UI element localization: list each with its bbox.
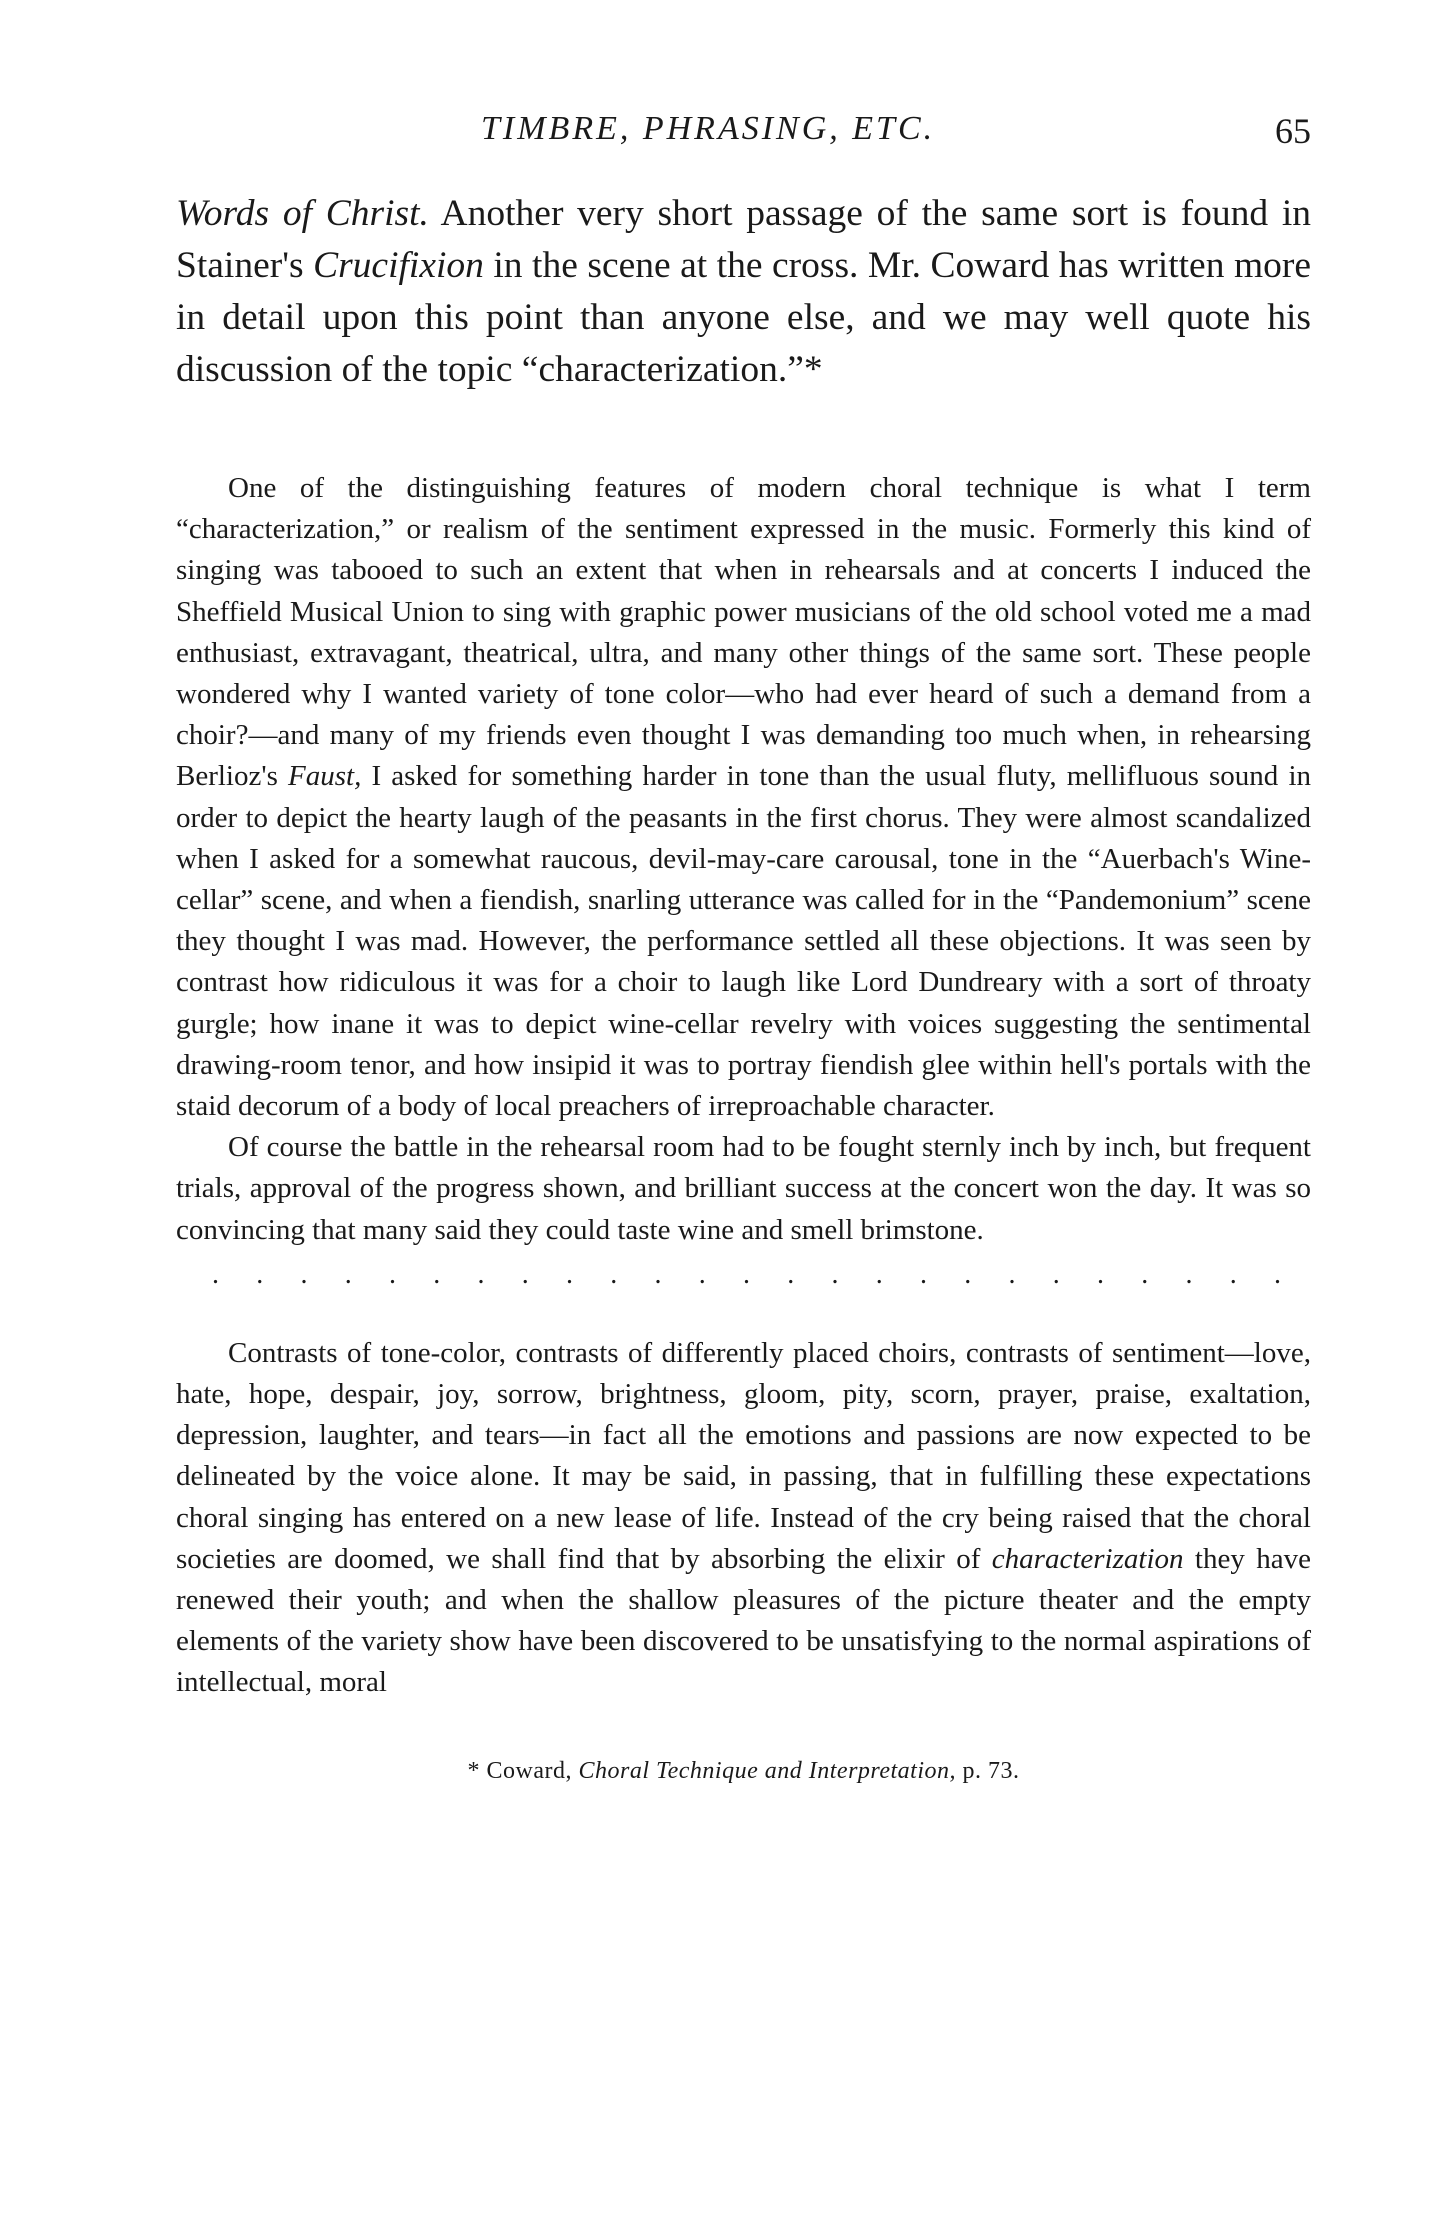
quote-2-paragraph	[176, 1333, 1311, 1704]
quote-p1-a: One of the distinguishing features of modern choral technique is what I term “characterization,” or realism of the sentiment expressed in the music. Formerly this kind of singing was tabooed to such an extent that when in rehearsals and at concerts I induced the Sheffield Musical Union to sing with graphic power musicians of the old school voted me a mad enthusiast, extravagant, theatrical, ultra, and many other things of the same sort. These people wondered why I wanted variety of tone color—who had ever heard of such a demand from a choir?—and many of my friends even thought I was demanding too much when, in rehearsing Berlioz's	[176, 472, 1311, 793]
ellipsis-dots: . . . . . . . . . . . . . . . . . . . . . . . . .	[212, 1258, 1281, 1290]
running-title: TIMBRE, PHRASING, ETC.	[481, 110, 936, 147]
footnote-page-ref: p. 73.	[962, 1757, 1020, 1784]
intro-paragraph	[176, 188, 1311, 396]
quote-2-italic: characterization	[991, 1542, 1184, 1575]
book-page	[176, 110, 1311, 1785]
quote-paragraph-1	[176, 468, 1311, 1127]
page-number: 65	[1275, 111, 1311, 151]
intro-text-1: Another very short passage of the same sort is found in Stainer's	[176, 193, 1312, 286]
footnote-marker: * Coward,	[467, 1757, 572, 1784]
block-quote-2	[176, 1333, 1311, 1704]
footnote	[176, 1758, 1311, 1785]
intro-italic-work: Crucifixion	[313, 245, 484, 286]
running-head	[176, 110, 1311, 162]
block-quote-1	[176, 468, 1311, 1251]
footnote-title: Choral Technique and Interpretation,	[578, 1757, 957, 1784]
quote-p1-italic: Faust,	[288, 760, 362, 793]
quote-2-text-b: they have renewed their youth; and when the shallow pleasures of the picture theater and the empty elements of the variety show have been discovered to be unsatisfying to the normal aspirations of intellectual, moral	[176, 1542, 1311, 1699]
quote-p1-b: I asked for something harder in tone than the usual fluty, mellifluous sound in order to depict the hearty laugh of the peasants in the first chorus. They were almost scandalized when I asked for a somewhat raucous, devil-may-care carousal, tone in the “Auerbach's Wine-cellar” scene, and when a fiendish, snarling utterance was called for in the “Pandemonium” scene they thought I was mad. However, the performance settled all these objections. It was seen by contrast how ridiculous it was for a choir to laugh like Lord Dundreary with a sort of throaty gurgle; how inane it was to depict wine-cellar revelry with voices suggesting the sentimental drawing-room tenor, and how insipid it was to portray fiendish glee within hell's portals with the staid decorum of a body of local preachers of irreproachable character.	[176, 760, 1311, 1123]
intro-italic-lead: Words of Christ.	[176, 193, 429, 234]
quote-paragraph-2: Of course the battle in the rehearsal room had to be fought sternly inch by inch, but frequent trials, approval of the progress shown, and brilliant success at the concert won the day. It was so convincing that many said they could taste wine and smell brimstone.	[176, 1131, 1311, 1246]
intro-text-2: in the scene at the cross. Mr. Coward has written more in detail upon this point than anyone else, and we may well quote his discussion of the topic “characterization.”*	[176, 245, 1311, 390]
ellipsis-separator	[176, 1258, 1311, 1295]
quote-2-text-a: Contrasts of tone-color, contrasts of differently placed choirs, contrasts of sentiment—love, hate, hope, despair, joy, sorrow, brightness, gloom, pity, scorn, prayer, praise, exaltation, depression, laughter, and tears—in fact all the emotions and passions are now expected to be delineated by the voice alone. It may be said, in passing, that in fulfilling these expectations choral singing has entered on a new lease of life. Instead of the cry being raised that the choral societies are doomed, we shall find that by absorbing the elixir of	[176, 1336, 1311, 1575]
